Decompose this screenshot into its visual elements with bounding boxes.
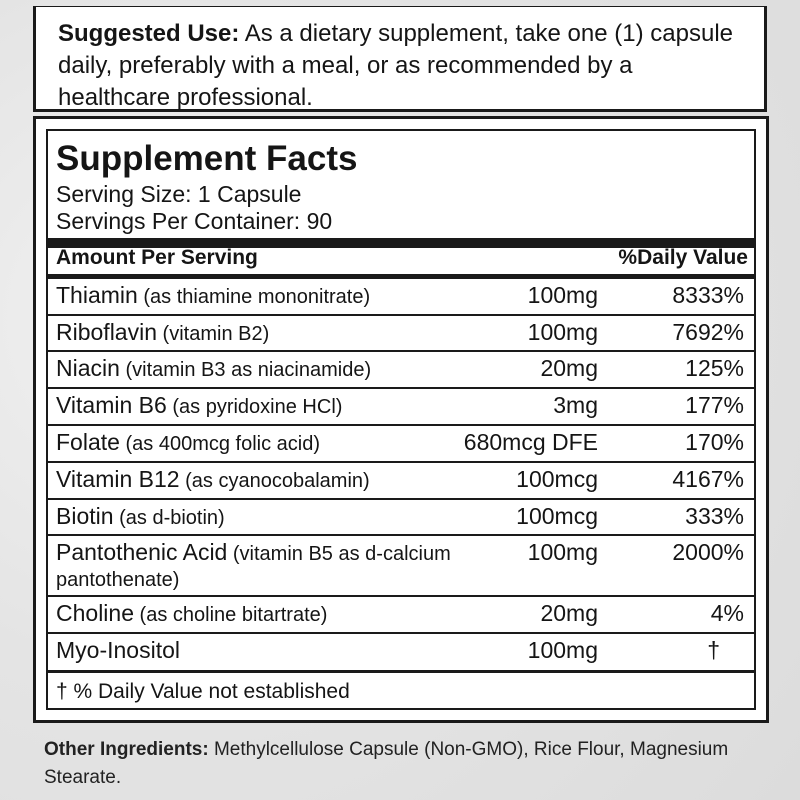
header-amount-per-serving: Amount Per Serving (56, 246, 258, 269)
row-divider (48, 670, 754, 673)
other-ingredients (44, 736, 764, 792)
nutrient-name (56, 283, 370, 309)
nutrient-amount: 100mcg (516, 466, 598, 492)
nutrient-daily-value: 125% (685, 355, 744, 381)
other-ingredients-text: Methylcellulose Capsule (Non-GMO), Rice Flour, Magnesium Stearate. (44, 739, 729, 788)
nutrient-amount: 100mg (527, 637, 598, 663)
nutrient-detail: (vitamin B3 as niacinamide) (119, 359, 372, 381)
nutrient-amount: 3mg (553, 392, 598, 418)
nutrient-daily-value: 170% (685, 429, 744, 455)
nutrient-label: Vitamin B12 (56, 466, 180, 492)
row-divider (48, 424, 754, 426)
nutrient-name (56, 467, 370, 493)
nutrient-label: Pantothenic Acid (56, 539, 228, 565)
header-daily-value: %Daily Value (618, 246, 748, 269)
nutrient-name (56, 601, 327, 627)
nutrient-name (56, 540, 496, 592)
nutrient-amount: 100mcg (516, 503, 598, 529)
nutrient-daily-value: 4167% (672, 466, 744, 492)
nutrient-amount: 100mg (527, 282, 598, 308)
row-divider (48, 632, 754, 634)
nutrient-amount: 100mg (527, 539, 598, 565)
supplement-facts-table (46, 129, 756, 710)
row-divider (48, 314, 754, 316)
nutrient-label: Myo-Inositol (56, 637, 180, 663)
serving-size: Serving Size: 1 Capsule (56, 181, 302, 207)
nutrient-label: Folate (56, 429, 120, 455)
nutrient-amount: 20mg (540, 355, 598, 381)
row-divider (48, 387, 754, 389)
nutrient-name (56, 430, 320, 456)
row-divider (48, 350, 754, 352)
suggested-use-text (58, 18, 748, 114)
nutrient-detail: (vitamin B5 as d-calcium pantothenate) (56, 543, 451, 591)
nutrient-daily-value: 7692% (672, 319, 744, 345)
row-divider (48, 498, 754, 500)
nutrient-name (56, 356, 371, 382)
nutrient-daily-value: † (707, 637, 720, 663)
nutrient-daily-value: 4% (710, 600, 744, 626)
other-ingredients-label: Other Ingredients: (44, 739, 209, 760)
nutrient-label: Biotin (56, 503, 114, 529)
suggested-use-body: As a dietary supplement, take one (1) capsule daily, preferably with a meal, or as recommended by a healthcare professional. (58, 20, 733, 111)
nutrient-detail: (as cyanocobalamin) (179, 470, 370, 492)
nutrient-detail: (as d-biotin) (113, 507, 225, 529)
nutrient-name (56, 320, 269, 346)
nutrient-detail: (as pyridoxine HCl) (166, 396, 343, 418)
nutrient-daily-value: 333% (685, 503, 744, 529)
nutrient-label: Riboflavin (56, 319, 157, 345)
row-divider (48, 461, 754, 463)
suggested-use-label: Suggested Use: (58, 20, 240, 47)
nutrient-label: Choline (56, 600, 134, 626)
nutrient-detail: (as 400mcg folic acid) (119, 433, 321, 455)
nutrient-amount: 20mg (540, 600, 598, 626)
nutrient-name (56, 393, 342, 419)
row-divider (48, 595, 754, 597)
nutrient-detail: (as thiamine mononitrate) (137, 286, 371, 308)
supplement-facts-panel (33, 116, 769, 723)
nutrient-label: Niacin (56, 355, 120, 381)
nutrient-label: Thiamin (56, 282, 138, 308)
nutrient-name (56, 638, 180, 664)
nutrient-daily-value: 2000% (672, 539, 744, 565)
nutrient-daily-value: 177% (685, 392, 744, 418)
footnote: † % Daily Value not established (56, 680, 350, 703)
row-divider (48, 534, 754, 536)
suggested-use-panel (33, 6, 767, 112)
facts-title: Supplement Facts (56, 139, 358, 178)
nutrient-detail: (vitamin B2) (157, 323, 270, 345)
nutrient-name (56, 504, 225, 530)
nutrient-detail: (as choline bitartrate) (134, 604, 328, 626)
header-divider (48, 274, 754, 279)
nutrient-label: Vitamin B6 (56, 392, 167, 418)
nutrient-daily-value: 8333% (672, 282, 744, 308)
servings-per-container: Servings Per Container: 90 (56, 208, 333, 234)
nutrient-amount: 680mcg DFE (463, 429, 598, 455)
nutrient-amount: 100mg (527, 319, 598, 345)
